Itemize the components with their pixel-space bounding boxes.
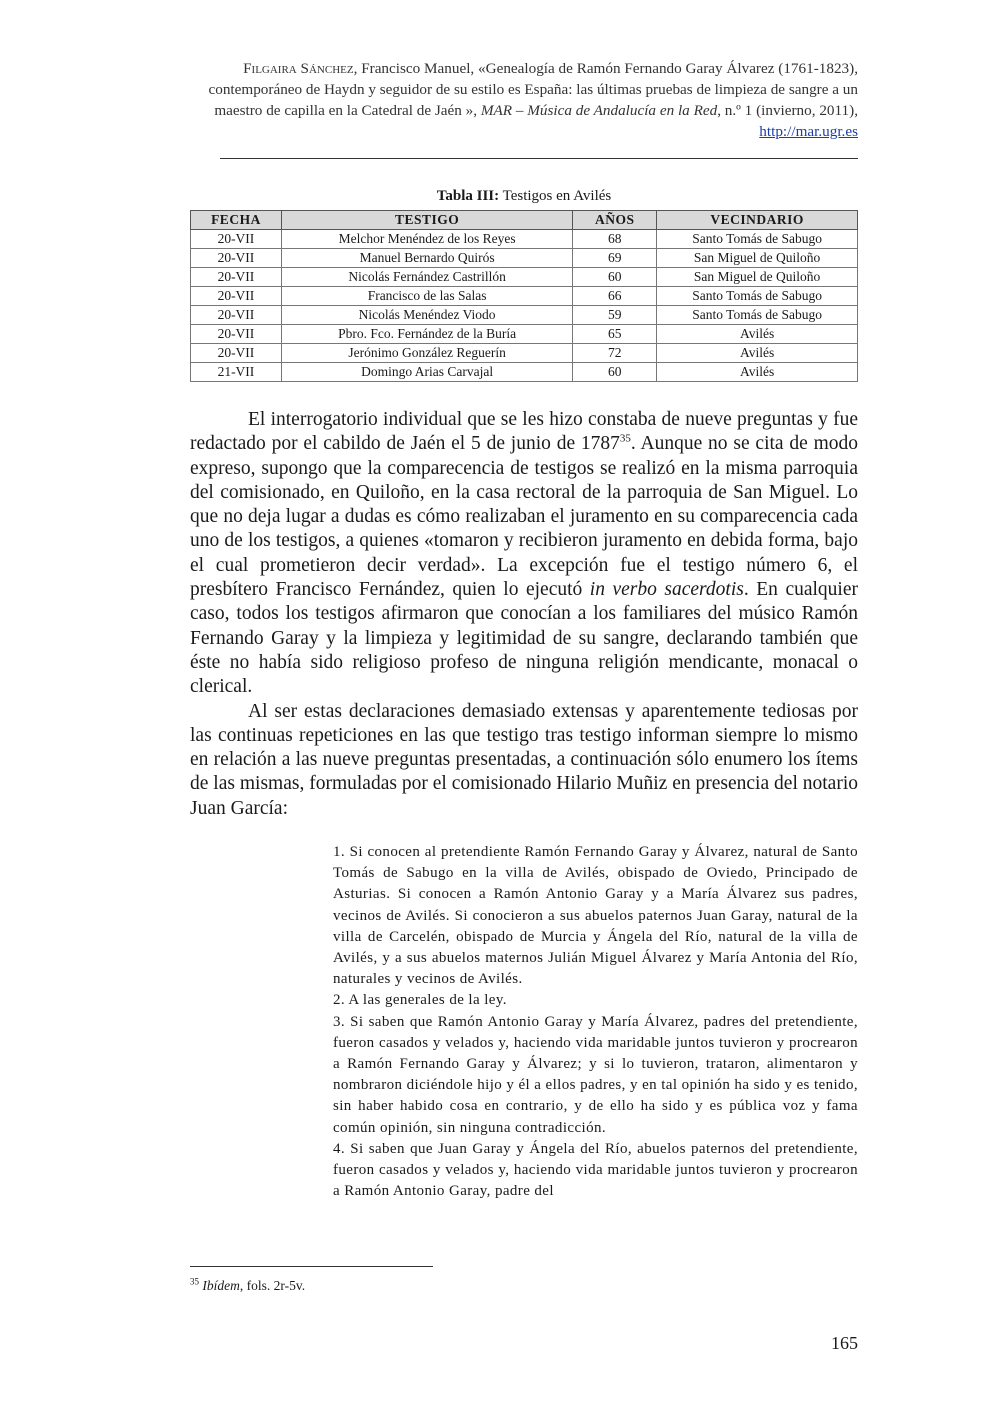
table-row — [191, 306, 858, 325]
footnote-ibidem: Ibídem — [202, 1278, 240, 1293]
quote-item: 2. A las generales de la ley. — [333, 992, 507, 1009]
cell-testigo: Nicolás Menéndez Viodo — [281, 306, 572, 325]
cell-testigo: Domingo Arias Carvajal — [281, 363, 572, 382]
cell-vecindario: San Miguel de Quiloño — [657, 268, 858, 287]
paragraph-text: . Aunque no se cita de modo expreso, supongo que la comparecencia de testigos se realizó en la misma parroquia del comisionado, en Quiloño, en la casa rectoral de la parroquia de San Miguel. Lo que no deja lugar a dudas es cómo realizaban el juramento en su comparecencia cada uno de los testigos, a quienes «tomaron y recibieron juramento en debida forma, bajo el cual prometieron decir verdad». La excepción fue el testigo número 6, el presbítero Francisco Fernández, quien lo ejecutó — [190, 433, 859, 601]
cell-vecindario: Santo Tomás de Sabugo — [657, 306, 858, 325]
cell-fecha: 20-VII — [191, 287, 282, 306]
paragraph: Al ser estas declaraciones demasiado extensas y aparentemente tediosas por las continuas repeticiones en las que testigo tras testigo informan siempre lo mismo en relación a las nueve preguntas presentadas, a continuación sólo enumero los ítems de las mismas, formuladas por el comisionado Hilario Muñiz en presencia del notario Juan García: — [190, 700, 858, 819]
cell-vecindario: Avilés — [657, 363, 858, 382]
header-url-link[interactable]: http://mar.ugr.es — [759, 123, 858, 140]
cell-testigo: Nicolás Fernández Castrillón — [281, 268, 572, 287]
cell-vecindario: Avilés — [657, 325, 858, 344]
cell-anos: 60 — [573, 268, 657, 287]
cell-fecha: 21-VII — [191, 363, 282, 382]
paragraph-text: . En cualquier caso, todos los testigos afirmaron que conocían a los familiares del músico Ramón Fernando Garay y la limpieza y legitimidad de su sangre, declarando también que éste no había sido religioso profeso de ninguna religión mendicante, monacal o clerical. — [190, 579, 858, 698]
table-row — [191, 344, 858, 363]
quote-item: 1. Si conocen al pretendiente Ramón Fernando Garay y Álvarez, natural de Santo Tomás de Sabugo en la villa de Avilés, obispado de Oviedo, Principado de Asturias. Si conocen a Ramón Antonio Garay y a María Álvarez sus padres, vecinos de Avilés. Si conocieron a sus abuelos paternos Juan Garay, natural de la villa de Carcelén, obispado de Murcia y Ángela del Río, natural de la villa de Avilés, y a sus abuelos maternos Julián Miguel Álvarez y María Antonia del Río, naturales y vecinos de Avilés. — [333, 844, 858, 988]
table-caption-text: Testigos en Avilés — [499, 188, 612, 204]
table-header-row — [191, 211, 858, 230]
table-row — [191, 249, 858, 268]
cell-testigo: Jerónimo González Reguerín — [281, 344, 572, 363]
footnote-rule — [190, 1266, 433, 1267]
column-header-anos: AÑOS — [573, 211, 657, 230]
cell-anos: 59 — [573, 306, 657, 325]
block-quote — [333, 842, 858, 1202]
footnote-ref[interactable]: 35 — [619, 432, 631, 445]
cell-vecindario: Santo Tomás de Sabugo — [657, 287, 858, 306]
latin-phrase: in verbo sacerdotis — [589, 579, 744, 601]
header-author: Filgaira Sánchez — [243, 60, 354, 77]
footnote — [190, 1278, 305, 1294]
cell-testigo: Pbro. Fco. Fernández de la Buría — [281, 325, 572, 344]
cell-anos: 65 — [573, 325, 657, 344]
cell-anos: 60 — [573, 363, 657, 382]
cell-testigo: Melchor Menéndez de los Reyes — [281, 230, 572, 249]
running-header — [190, 58, 858, 142]
header-citation: , Francisco Manuel, «Genealogía de Ramón Fernando Garay Álvarez (1761-1823), contemporáneo de Haydn y seguidor de su estilo es España: las últimas pruebas de limpieza de sangre a un maestro de capilla en la Catedral de Jaén », — [208, 60, 858, 119]
cell-vecindario: Avilés — [657, 344, 858, 363]
cell-fecha: 20-VII — [191, 268, 282, 287]
header-journal: MAR – Música de Andalucía en la Red — [480, 102, 718, 119]
cell-fecha: 20-VII — [191, 249, 282, 268]
cell-fecha: 20-VII — [191, 344, 282, 363]
table-row — [191, 268, 858, 287]
table-row — [191, 230, 858, 249]
footnote-text: , fols. 2r-5v. — [239, 1278, 306, 1293]
cell-testigo: Manuel Bernardo Quirós — [281, 249, 572, 268]
cell-anos: 66 — [573, 287, 657, 306]
cell-anos: 69 — [573, 249, 657, 268]
cell-testigo: Francisco de las Salas — [281, 287, 572, 306]
column-header-vecindario: VECINDARIO — [657, 211, 858, 230]
cell-vecindario: San Miguel de Quiloño — [657, 249, 858, 268]
table-caption — [190, 188, 858, 205]
cell-vecindario: Santo Tomás de Sabugo — [657, 230, 858, 249]
column-header-fecha: FECHA — [191, 211, 282, 230]
paragraph — [190, 408, 858, 700]
table-row — [191, 363, 858, 382]
witnesses-table — [190, 210, 858, 382]
table-row — [191, 325, 858, 344]
cell-fecha: 20-VII — [191, 306, 282, 325]
header-rule — [220, 158, 858, 159]
quote-item: 4. Si saben que Juan Garay y Ángela del Río, abuelos paternos del pretendiente, fueron casados y velados y, haciendo vida maridable juntos tuvieron y procrearon a Ramón Antonio Garay, padre del — [333, 1140, 858, 1200]
table-row — [191, 287, 858, 306]
column-header-testigo: TESTIGO — [281, 211, 572, 230]
footnote-number: 35 — [190, 1276, 199, 1287]
header-issue: , n.º 1 (invierno, 2011), — [717, 102, 858, 119]
body-text — [190, 408, 858, 821]
cell-fecha: 20-VII — [191, 230, 282, 249]
cell-anos: 72 — [573, 344, 657, 363]
table-caption-label: Tabla III: — [436, 188, 500, 204]
cell-fecha: 20-VII — [191, 325, 282, 344]
quote-item: 3. Si saben que Ramón Antonio Garay y María Álvarez, padres del pretendiente, fueron casados y velados y, haciendo vida maridable juntos tuvieron y procrearon a Ramón Fernando Garay y Álvarez; y si lo tuvieron, trataron, alimentaron y nombraron diciéndole hijo y él a ellos padres, y en tal opinión ha sido y es tenido, sin haber habido cosa en contrario, y de ello ha sido y es pública voz y fama común opinión, sin ninguna contradicción. — [333, 1013, 858, 1136]
page-number: 165 — [831, 1333, 858, 1353]
cell-anos: 68 — [573, 230, 657, 249]
paragraph-text: El interrogatorio individual que se les hizo constaba de nueve preguntas y fue redactado por el cabildo de Jaén el 5 de junio de 1787 — [190, 409, 858, 455]
